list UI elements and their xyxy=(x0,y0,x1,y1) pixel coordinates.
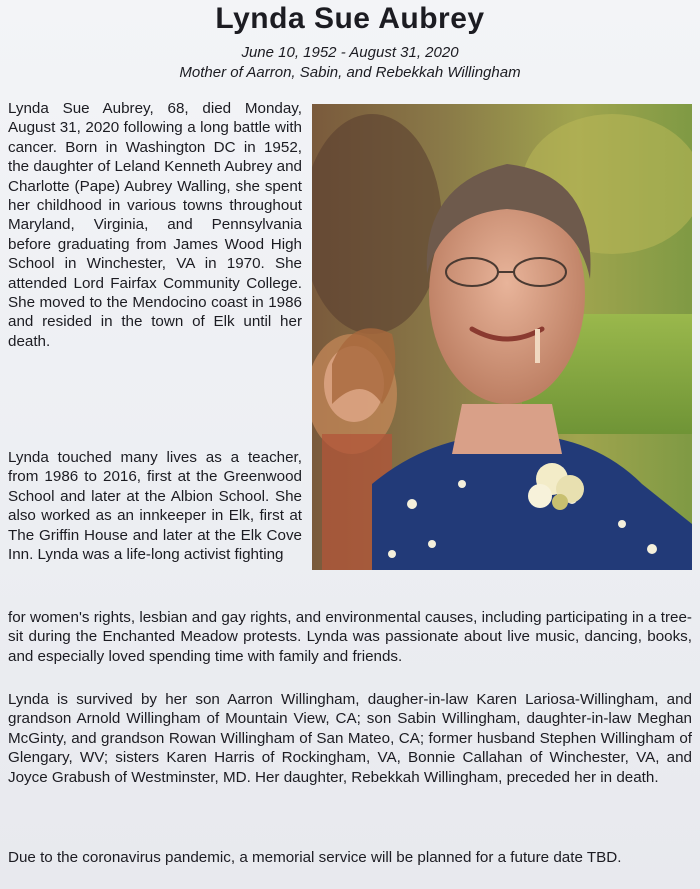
life-dates: June 10, 1952 - August 31, 2020 xyxy=(241,44,459,61)
obituary-subtitle: Mother of Aarron, Sabin, and Rebekkah Willingham xyxy=(179,64,521,81)
paragraph-biography: Lynda Sue Aubrey, 68, died Monday, August 31, 2020 following a long battle with cancer. Born in Washington DC in 1952, the daughter of Leland Kenneth Aubrey and Charlotte (Pape) Aubrey Walling, she spent her childhood in various towns throughout Maryland, Virginia, and Pennsylvania before graduating from James Wood High School in Winchester, VA in 1970. She attended Lord Fairfax Community College. She moved to the Mendocino coast in 1986 and resided in the town of Elk until her death. xyxy=(8,100,302,350)
paragraph-career: Lynda touched many lives as a teacher, from 1986 to 2016, first at the Greenwood School and later at the Albion School. She also worked as an innkeeper in Elk, first at The Griffin House and later at the Elk Cove Inn. Lynda was a life-long activist fighting xyxy=(8,449,302,564)
paragraph-memorial: Due to the coronavirus pandemic, a memorial service will be planned for a future date TBD. xyxy=(8,849,622,866)
portrait-photo xyxy=(312,104,692,570)
obituary-title: Lynda Sue Aubrey xyxy=(215,2,485,35)
paragraph-survivors: Lynda is survived by her son Aarron Willingham, daugher-in-law Karen Lariosa-Willingham, and grandson Arnold Willingham of Mountain View, CA; son Sabin Willingham, daughter-in-law Meghan McGinty, and grandson Rowan Willingham of San Mateo, CA; former husband Stephen Willingham of Glengary, WV; sisters Karen Harris of Rockingham, VA, Bonnie Callahan of Winchester, VA, and Joyce Grabush of Westminster, MD. Her daughter, Rebekkah Willingham, preceded her in death. xyxy=(8,691,692,786)
paragraph-activism: for women's rights, lesbian and gay rights, and environmental causes, including participating in a tree-sit during the Enchanted Meadow protests. Lynda was passionate about live music, dancing, books, and especially loved spending time with family and friends. xyxy=(8,609,692,665)
